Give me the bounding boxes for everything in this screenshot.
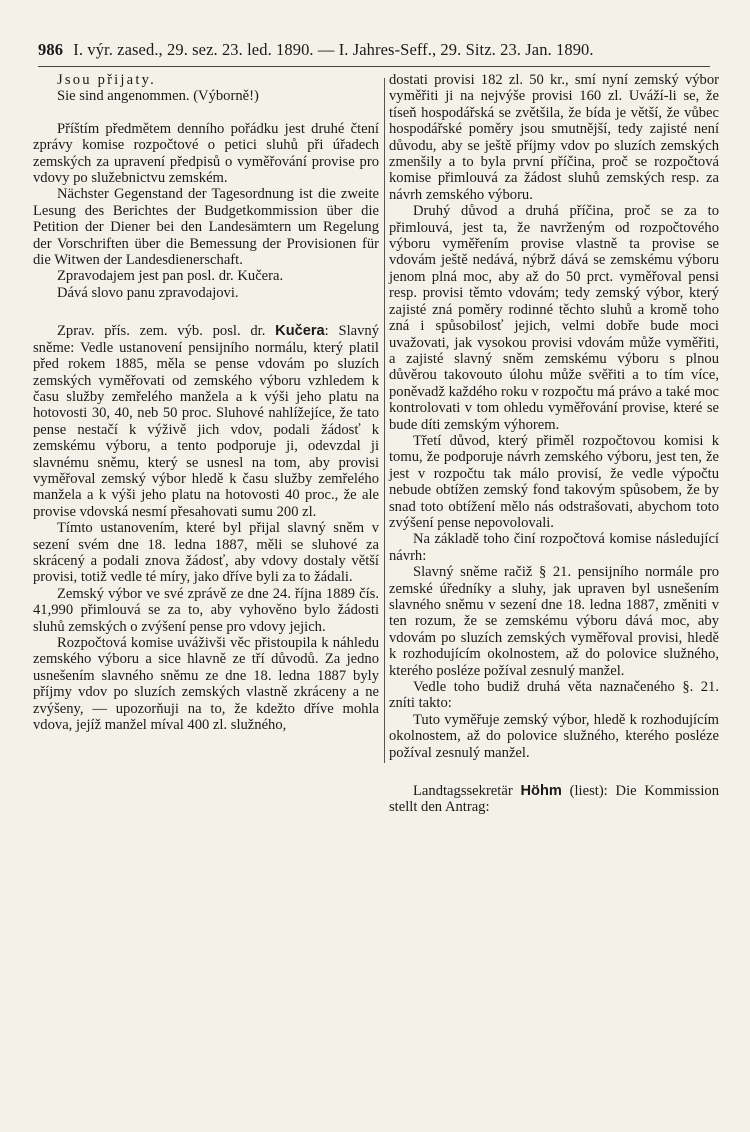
- paragraph: Třetí důvod, který přiměl rozpočtovou komisi k tomu, že podporuje návrh zemského výboru, jest ten, že jest v rozpočtu tak málo provisí, že vedle výpočtu nebude obtížen zemský fond takovým spůsobem, že by snad toto obtížení mělo nás odstrašovati, abychom toto zvýšení pense nepovolovali.: [389, 432, 719, 531]
- paragraph-german: Nächster Gegenstand der Tagesordnung ist die zweite Lesung des Berichtes der Budgetkommission über die Petition der Diener bei den Landesämtern um Regelung der Vorschriften über die Bemessung der Provisionen für die Witwen der Landesdienerschaft.: [33, 186, 379, 269]
- rapporteur-line: Zpravodajem jest pan posl. dr. Kučera.: [57, 268, 284, 285]
- paragraph: Zemský výbor ve své zprávě ze dne 24. října 1889 čís. 41,990 přimlouvá se za to, aby vyhověno bylo žádosti sluhů zemských o zvýšení pense pro vdovy jejich.: [33, 585, 379, 635]
- paragraph: Vedle toho budiž druhá věta naznačeného §. 21. zníti takto:: [389, 679, 719, 712]
- paragraph: Na základě toho činí rozpočtová komise následující návrh:: [389, 531, 719, 564]
- right-column: [389, 72, 719, 816]
- column-divider: [384, 78, 385, 763]
- paragraph: dostati provisi 182 zl. 50 kr., smí nyní zemský výbor vyměřiti ji na nejvýše provisi 160 zl. Uváží-li se, že tíseň hospodářská se zvětšila, že bída je větší, že vůbec hospodářské poměry jsou smutnější, tedy zajisté není důvodu, aby se ještě příjmy vdov po sluzích zemských zmenšily a to byla první příčina, proč se rozpočtová komise přimlouvá za žádost sluhů zemských resp. za návrh zemského výboru.: [389, 72, 719, 203]
- paragraph: Tímto ustanovením, které byl přijal slavný sněm v sezení svém dne 18. ledna 1887, měli se sluhové za skrácený a podali znova žádosť, aby vdovy dostaly větší provisi, totiž vedle té míry, jako dříve byli za to žádali.: [33, 520, 379, 586]
- paragraph: Druhý důvod a druhá příčina, proč se za to přimlouvá, jest ta, že navrženým od rozpočtového výboru vyměřením provise vlastně ta provise se vdovám ještě nedává, nýbrž dává se zemskému výboru jenom plná moc, aby až do 50 prct. vyměřoval pensi resp. provisi těmto vdovám; tedy zemský výbor, který zajisté zná poměry rodinné těchto sluhů a kromě toho zná i spůsobilosť jejich, velmi dobře bude moci uvažovati, jak vysokou provisi vdovám může vyměřiti, a zajisté slavný sněm zemskému výboru s plnou důvěrou takovouto úlohu může svěřiti a to tím více, poněvadž každého roku v rozpočtu má právo a také moc kontrolovati v tom ohledu vyměřování provise, které se bude díti zemským výhorem.: [389, 203, 719, 433]
- paragraph: Příštím předmětem denního pořádku jest druhé čtení zprávy komise rozpočtové o petici sluhů při úřadech zemských za upravení předpisů o vyměřování provise pro vdovy po služebnictvu zemském.: [33, 120, 379, 187]
- page-number: 986: [38, 40, 64, 59]
- speaker-prefix: Zprav. přís. zem. výb. posl. dr.: [57, 323, 266, 340]
- left-column: [33, 72, 379, 733]
- page-header: [38, 40, 710, 67]
- secretary-paragraph: Landtagssekretär Höhm (liest): Die Kommission stellt den Antrag:: [389, 783, 719, 816]
- motion-paragraph: Slavný sněme račiž § 21. pensijního normále pro zemské úředníky a sluhy, jak upraven byl usnešením slavného sněmu v sezení dne 18. ledna 1887, změniti v ten rozum, že se zemskému výboru dává moc, aby vdovám po sluzích zemských vyměřoval provisi, hledě k rozhodujícím okolnostem, až do polovice služného, kterého posléze požíval zesnulý manžel.: [389, 564, 719, 679]
- paragraph: Rozpočtová komise uváživši věc přistoupila k náhledu zemského výboru a sice hlavně ze tří důvodů. Za jedno usnešením slavného sněmu ze dne 18. ledna 1887 byly příjmy vdov po sluzích zemských vlastně zkráceny a ne zvýšeny, — upozorňuji na to, že kdežto dříve mohla vdova, jejíž manžel míval 400 zl. služného,: [33, 635, 379, 734]
- paragraph: Dává slovo panu zpravodajovi.: [57, 284, 239, 301]
- accepted-german: Sie sind angenommen. (Výborně!): [57, 88, 259, 105]
- speaker-name: Kučera: [275, 323, 325, 340]
- accepted-czech: Jsou přijaty.: [57, 72, 156, 88]
- speech-paragraph: Zprav. přís. zem. výb. posl. dr. Kučera: Slavný sněme: Vedle ustanovení pensijního normálu, který platil před rokem 1885, měla se pense vdovám po sluzích zemských vyměřovati od zemského výboru vzhledem k času služby zemřelého manžela a k výši jeho platu na hotovosti 30, 40, neb 50 proc. Sluhové nahlížejíce, že tato pense nestačí k výživě jich vdov, podali žádosť k zemskému výboru, a tento podporuje ji, odevzdal ji slavnému sněmu, který se usnesl na tom, aby provisi vyměřoval zemský výbor hledě k času služby zemřelého manžela a k výši jeho platu na hotovosti 40 proc., že ale provise vdovská nesmí přesahovati sumu 200 zl.: [33, 323, 379, 520]
- header-text: I. výr. zased., 29. sez. 23. led. 1890. — I. Jahres-Seff., 29. Sitz. 23. Jan. 1890.: [73, 40, 594, 59]
- secretary-name: Höhm: [520, 783, 562, 800]
- motion-text: Tuto vyměřuje zemský výbor, hledě k rozhodujícím okolnostem, až do polovice služného, kterého posléze požíval zesnulý manžel.: [389, 711, 719, 761]
